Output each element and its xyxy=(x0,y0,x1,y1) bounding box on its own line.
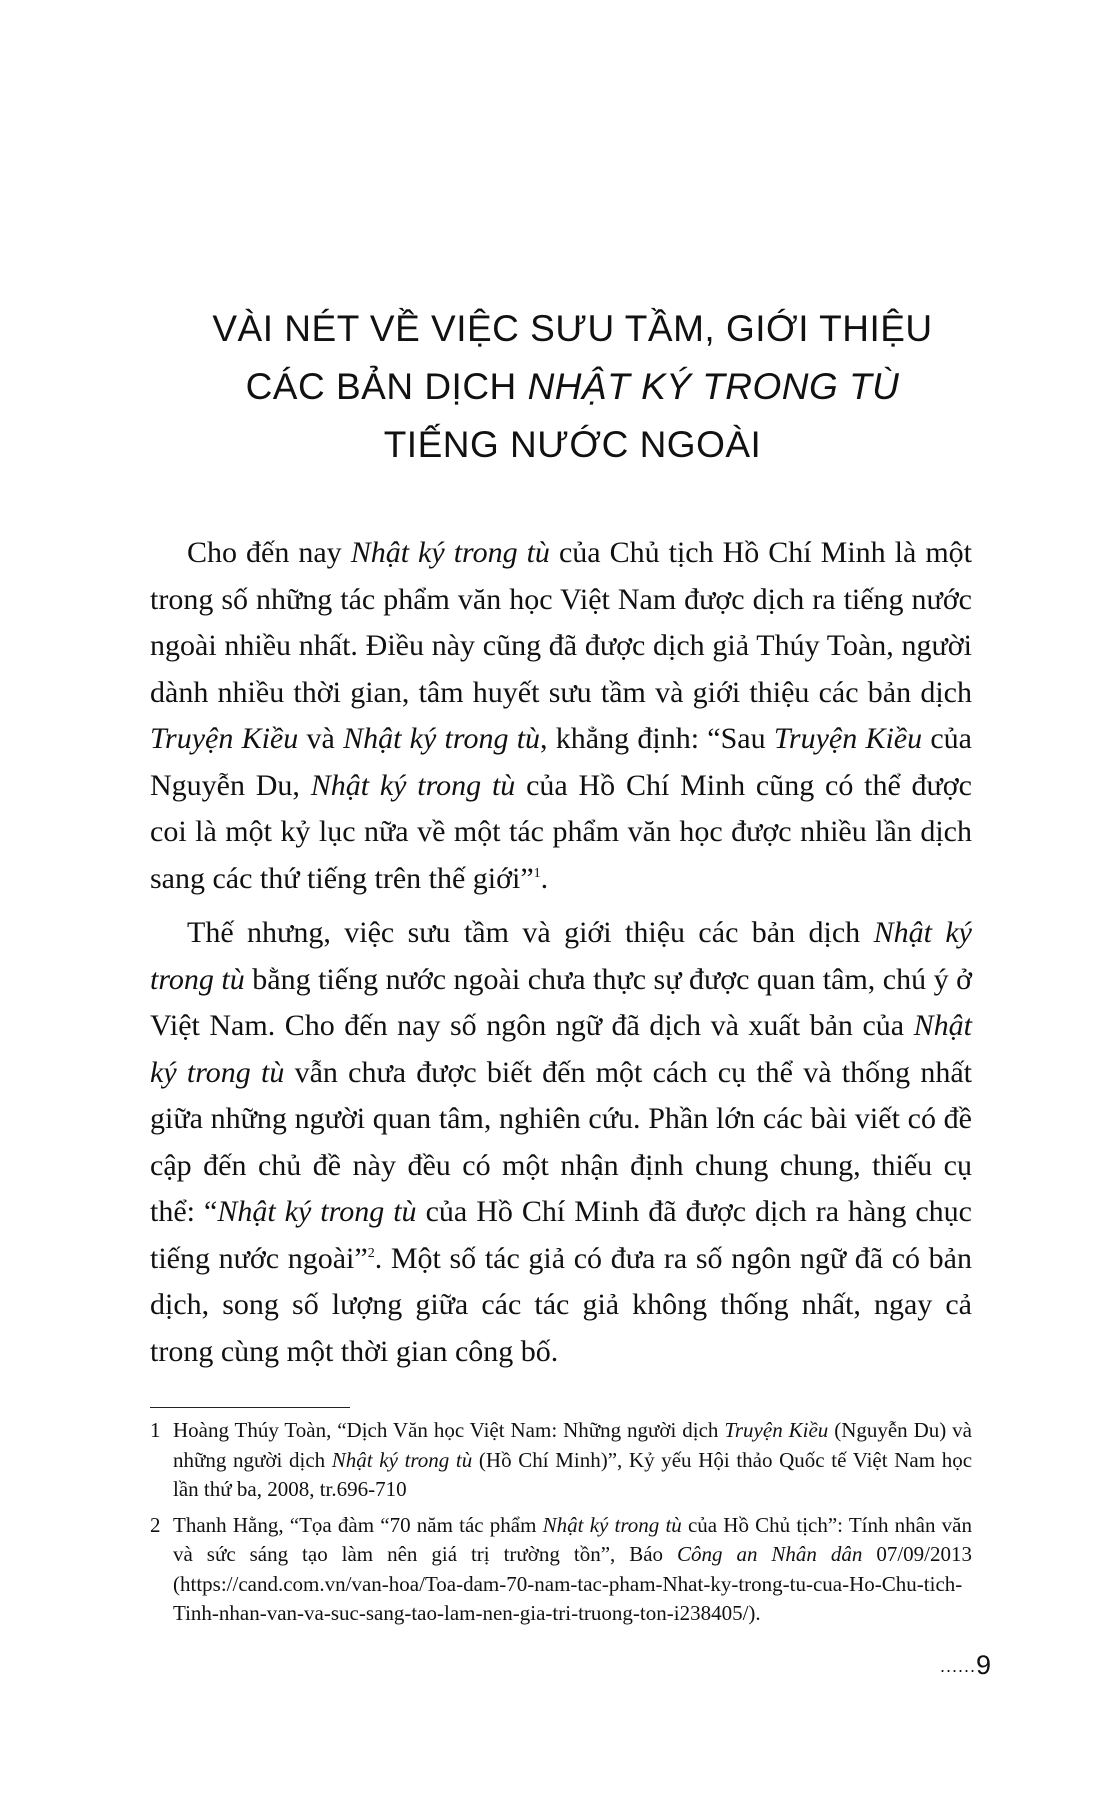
book-title: Nhật ký trong tù xyxy=(542,1512,682,1537)
footnote-marker-2[interactable]: 2 xyxy=(367,1245,375,1261)
book-title: Truyện Kiều xyxy=(150,722,299,755)
footnote-number: 1 xyxy=(150,1418,161,1442)
paragraph-text: . xyxy=(540,861,549,895)
chapter-heading xyxy=(150,300,995,474)
book-title: Truyện Kiều xyxy=(773,722,923,755)
folio-dots: ...... xyxy=(939,1656,976,1676)
heading-book-title: NHẬT KÝ TRONG TÙ xyxy=(527,366,900,407)
book-title: Nhật ký trong tù xyxy=(331,1447,473,1472)
footnote-1 xyxy=(150,1416,972,1505)
footnote-text: (Hồ Chí Minh)”, Kỷ yếu Hội thảo Quốc tế Việt Nam học lần thứ ba, 2008, tr.696-710 xyxy=(173,1447,973,1501)
paragraph-text: vẫn chưa được biết đến một cách cụ thể và thống nhất giữa những người quan tâm, nghiên cứu. Phần lớn các bài viết có đề cập đến chủ đề này đều có một nhận định chung chung, thiếu cụ thể: “ xyxy=(150,1055,972,1228)
paragraph-text: và xyxy=(298,722,344,755)
book-title: Truyện Kiều xyxy=(724,1418,829,1442)
paragraph-text: Cho đến nay xyxy=(187,536,351,569)
page-number: 9 xyxy=(975,1650,991,1680)
book-title: Nhật ký trong tù xyxy=(350,536,550,569)
heading-line-2-prefix: CÁC BẢN DỊCH xyxy=(245,366,528,407)
footnote-text: Hoàng Thúy Toàn, “Dịch Văn học Việt Nam: Những người dịch xyxy=(173,1418,725,1442)
footnote-number: 2 xyxy=(150,1512,161,1537)
book-title: Nhật ký trong tù xyxy=(150,916,972,996)
paragraph-text: bằng tiếng nước ngoài chưa thực sự được quan tâm, chú ý ở Việt Nam. Cho đến nay số ngôn ngữ đã dịch và xuất bản của xyxy=(150,962,972,1042)
footnote-text: 07/09/2013 (https://cand.com.vn/van-hoa/Toa-dam-70-nam-tac-pham-Nhat-ky-trong-tu-cua-Ho-Chu-tich-Tinh-nhan-van-va-suc-sang-tao-lam-nen-gia-tri-truong-ton-i238405/). xyxy=(173,1542,972,1625)
paragraph-2 xyxy=(150,910,972,1375)
paragraph-text: . Một số tác giả có đưa ra số ngôn ngữ đã có bản dịch, song số lượng giữa các tác giả không thống nhất, ngay cả trong cùng một thời gian công bố. xyxy=(150,1241,972,1368)
paragraph-text: của Chủ tịch Hồ Chí Minh là một trong số những tác phẩm văn học Việt Nam được dịch ra tiếng nước ngoài nhiều nhất. Điều này cũng đã được dịch giả Thúy Toàn, người dành nhiều thời gian, tâm huyết sưu tầm và giới thiệu các bản dịch xyxy=(150,536,973,709)
paragraph-1 xyxy=(150,530,972,902)
paragraph-text: của Hồ Chí Minh đã được dịch ra hàng chục tiếng nước ngoài” xyxy=(150,1195,972,1275)
footnotes xyxy=(150,1416,972,1635)
footnote-2 xyxy=(150,1511,972,1629)
heading-line-3: TIẾNG NƯỚC NGOÀI xyxy=(383,424,762,465)
footnote-text: Thanh Hằng, “Tọa đàm “70 năm tác phẩm xyxy=(173,1512,543,1537)
paragraph-text: Thế nhưng, việc sưu tầm và giới thiệu các bản dịch xyxy=(187,916,874,949)
book-title: Nhật ký trong tù xyxy=(310,768,516,802)
footnote-text: của Hồ Chủ tịch”: Tính nhân văn và sức sáng tạo làm nên giá trị trường tồn”, Báo xyxy=(173,1512,973,1566)
paragraph-text: của Hồ Chí Minh cũng có thể được coi là một kỷ lục nữa về một tác phẩm văn học được nhiều lần dịch sang các thứ tiếng trên thế giới” xyxy=(150,768,972,895)
body-text xyxy=(150,530,972,1383)
heading-line-2 xyxy=(150,358,995,416)
newspaper-title: Công an Nhân dân xyxy=(677,1542,863,1566)
book-title: Nhật ký trong tù xyxy=(217,1195,417,1228)
footnote-divider xyxy=(150,1407,350,1408)
heading-line-1: VÀI NÉT VỀ VIỆC SƯU TẦM, GIỚI THIỆU xyxy=(212,308,933,349)
footnote-marker-1[interactable]: 1 xyxy=(533,865,541,881)
book-title: Nhật ký trong tù xyxy=(150,1009,972,1089)
book-title: Nhật ký trong tù xyxy=(343,722,541,755)
paragraph-text: , khẳng định: “Sau xyxy=(540,722,774,755)
footnote-text: (Nguyễn Du) và những người dịch xyxy=(173,1418,972,1472)
page-folio xyxy=(940,1650,991,1681)
paragraph-text: của Nguyễn Du, xyxy=(150,722,972,802)
